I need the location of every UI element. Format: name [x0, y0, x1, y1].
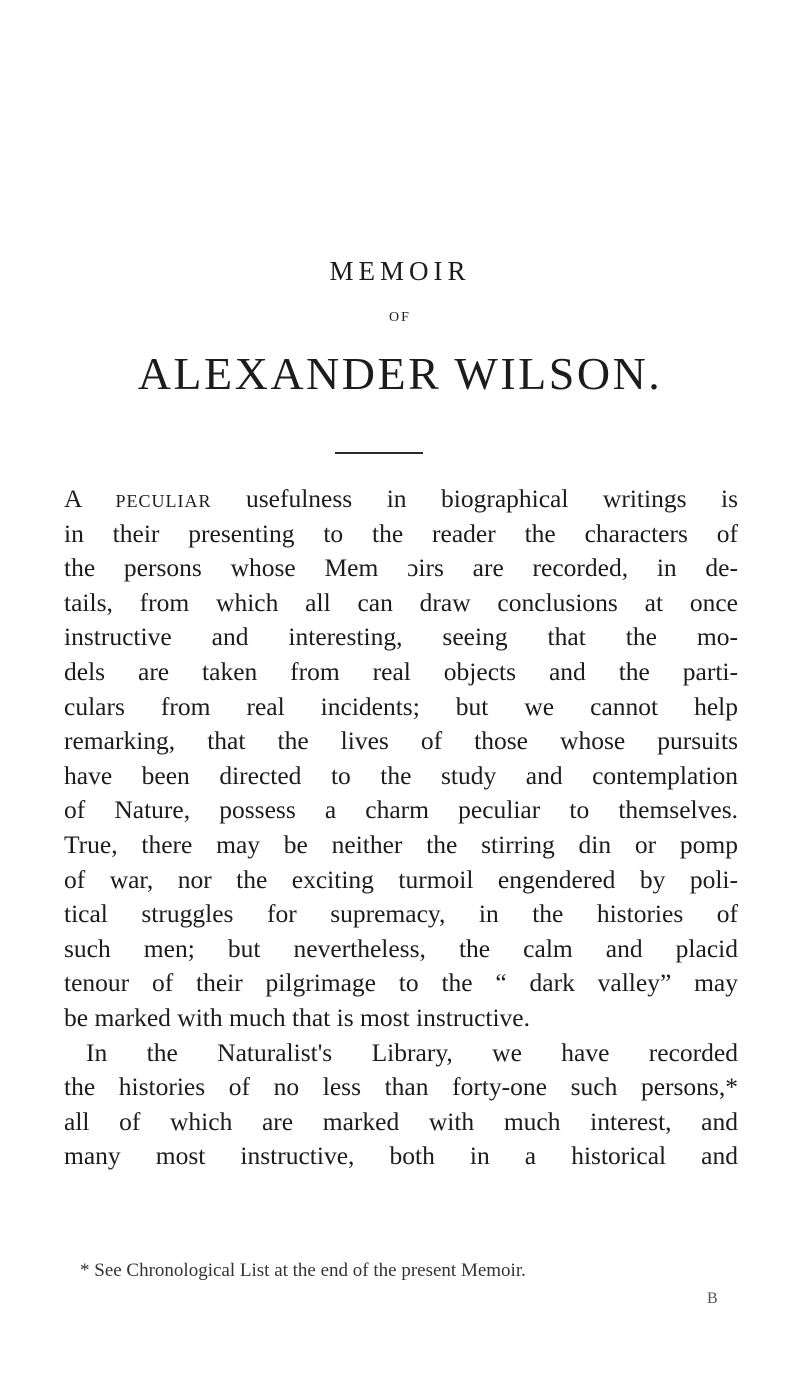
- text-line-11: True, there may be neither the stirring din or pomp: [64, 829, 738, 859]
- title-subject-name: ALEXANDER WILSON.: [137, 348, 663, 399]
- text-line-3: the persons whose Mem ɔirs are recorded, in de-: [64, 553, 738, 583]
- text-line-7: culars from real incidents; but we cannot help: [64, 691, 738, 721]
- text-line-18: the histories of no less than forty-one such persons,*: [64, 1072, 738, 1102]
- text-line-8: remarking, that the lives of those whose pursuits: [64, 726, 738, 756]
- text-line-1-rest: usefulness in biographical writings is: [211, 484, 738, 513]
- text-line-14: such men; but nevertheless, the calm and placid: [64, 933, 738, 963]
- text-line-5: instructive and interesting, seeing that the mo-: [64, 622, 738, 652]
- lead-word: A: [64, 484, 82, 513]
- title-memoir: MEMOIR: [329, 256, 471, 286]
- text-line-1: [64, 482, 738, 517]
- text-line-4: tails, from which all can draw conclusions at once: [64, 587, 738, 617]
- text-line-17: In the Naturalist's Library, we have recorded: [86, 1037, 738, 1067]
- body-paragraphs: [64, 482, 738, 1174]
- signature-mark: B: [707, 1290, 718, 1307]
- text-line-13: tical struggles for supremacy, in the histories of: [64, 899, 738, 929]
- text-line-12: of war, nor the exciting turmoil engendered by poli-: [64, 864, 738, 894]
- title-divider-rule: [335, 452, 423, 454]
- footnote: * See Chronological List at the end of the present Memoir.: [80, 1260, 526, 1281]
- text-line-16: be marked with much that is most instructive.: [64, 1002, 530, 1032]
- text-line-9: have been directed to the study and contemplation: [64, 760, 738, 790]
- text-line-15: tenour of their pilgrimage to the “ dark valley” may: [64, 968, 738, 998]
- lead-smallcaps-word: peculiar: [115, 484, 212, 513]
- text-line-19: all of which are marked with much interest, and: [64, 1106, 738, 1136]
- text-line-2: in their presenting to the reader the characters of: [64, 518, 738, 548]
- text-line-6: dels are taken from real objects and the parti-: [64, 656, 738, 686]
- text-line-10: of Nature, possess a charm peculiar to themselves.: [64, 795, 738, 825]
- text-line-20: many most instructive, both in a historical and: [64, 1141, 738, 1171]
- title-of: OF: [389, 310, 411, 325]
